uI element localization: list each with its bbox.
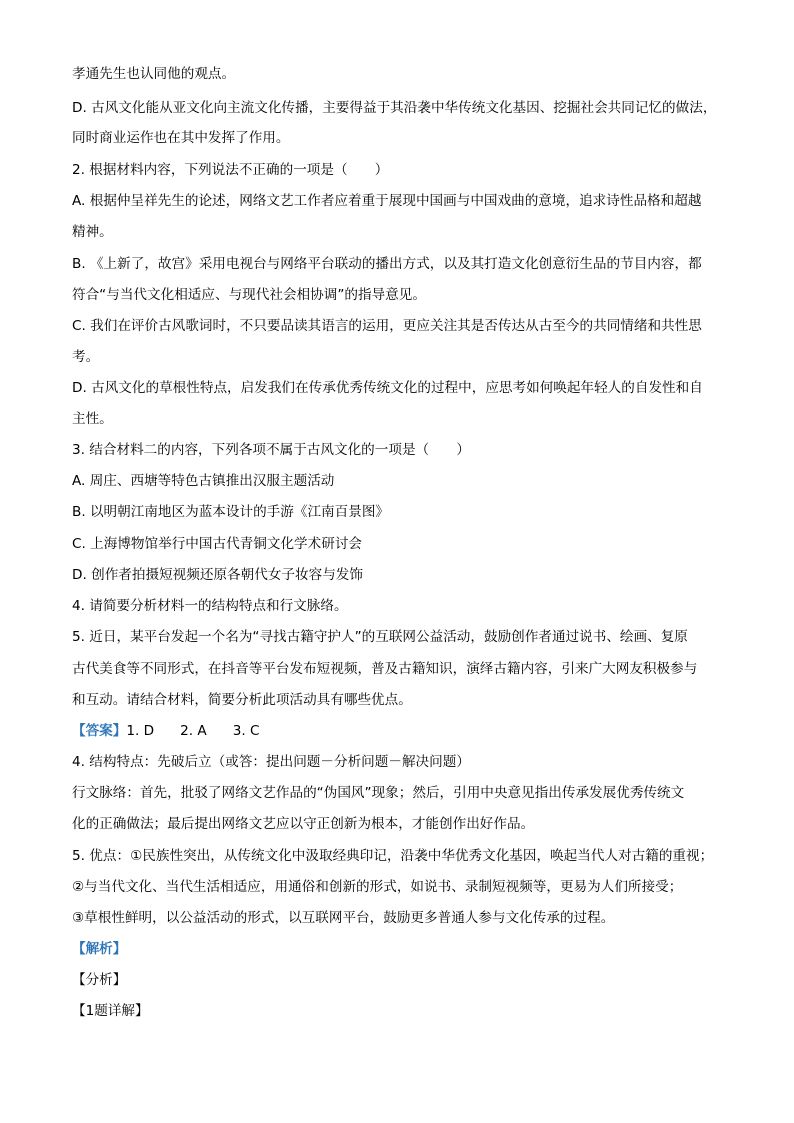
text-line: 古代美食等不同形式，在抖音等平台发布短视频，普及古籍知识，演绎古籍内容，引来广大网友积极参与 bbox=[72, 661, 698, 677]
analysis-tag: 【解析】 bbox=[72, 941, 127, 957]
answer-text: 4. 结构特点：先破后立（或答：提出问题－分析问题－解决问题） bbox=[72, 754, 470, 770]
text-line: 孝通先生也认同他的观点。 bbox=[72, 66, 236, 82]
question-4: 4. 请简要分析材料一的结构特点和行文脉络。 bbox=[72, 598, 348, 614]
answer-text: ②与当代文化、当代生活相适应，用通俗和创新的形式，如说书、录制短视频等，更易为人们所接受； bbox=[72, 879, 683, 895]
question-5: 5. 近日，某平台发起一个名为“寻找古籍守护人”的互联网公益活动，鼓励创作者通过说书、绘画、复原 bbox=[72, 629, 688, 645]
text-line: D. 古风文化的草根性特点，启发我们在传承优秀传统文化的过程中，应思考如何唤起年轻人的自发性和自 bbox=[72, 380, 703, 396]
text-line: A. 根据仲呈祥先生的论述，网络文艺工作者应着重于展现中国画与中国戏曲的意境，追求诗性品格和超越 bbox=[72, 193, 702, 209]
question-2: 2. 根据材料内容，下列说法不正确的一项是（ ） bbox=[72, 162, 389, 178]
answer-text: 化的正确做法；最后提出网络文艺应以守正创新为根本，才能创作出好作品。 bbox=[72, 816, 535, 832]
text-line: 同时商业运作也在其中发挥了作用。 bbox=[72, 130, 290, 146]
answer-text: 5. 优点：①民族性突出，从传统文化中汲取经典印记，沿袭中华优秀文化基因，唤起当代人对古籍的重视； bbox=[72, 848, 714, 864]
text-line: 主性。 bbox=[72, 411, 113, 427]
text-line: D. 古风文化能从亚文化向主流文化传播，主要得益于其沿袭中华传统文化基因、挖掘社会共同记忆的做法， bbox=[72, 100, 717, 116]
option-b: B. 以明朝江南地区为蓝本设计的手游《江南百景图》 bbox=[72, 504, 390, 520]
text-line: 和互动。请结合材料，简要分析此项活动具有哪些优点。 bbox=[72, 692, 412, 708]
text-line: 精神。 bbox=[72, 224, 113, 240]
answer-text: 行文脉络：首先，批驳了网络文艺作品的“伪国风”现象；然后，引用中央意见指出传承发展优秀传统文 bbox=[72, 785, 685, 801]
answer-line bbox=[72, 721, 260, 741]
answer-item: 2. A bbox=[180, 723, 207, 739]
option-a: A. 周庄、西塘等特色古镇推出汉服主题活动 bbox=[72, 473, 335, 489]
question-3: 3. 结合材料二的内容，下列各项不属于古风文化的一项是（ ） bbox=[72, 442, 470, 458]
text-line: B. 《上新了，故宫》采用电视台与网络平台联动的播出方式，以及其打造文化创意衍生品的节目内容，都 bbox=[72, 256, 702, 272]
answer-item: 3. C bbox=[232, 723, 260, 739]
option-d: D. 创作者拍摄短视频还原各朝代女子妆容与发饰 bbox=[72, 567, 363, 583]
answer-tag: 【答案】 bbox=[72, 723, 127, 739]
breakdown-tag: 【分析】 bbox=[72, 972, 127, 988]
answer-item: 1. D bbox=[126, 723, 155, 739]
text-line: 考。 bbox=[72, 349, 100, 365]
option-c: C. 上海博物馆举行中国古代青铜文化学术研讨会 bbox=[72, 536, 363, 552]
text-line: 符合“与当代文化相适应、与现代社会相协调”的指导意见。 bbox=[72, 287, 426, 303]
detail-tag: 【1题详解】 bbox=[72, 1003, 149, 1019]
answer-text: ③草根性鲜明，以公益活动的形式，以互联网平台，鼓励更多普通人参与文化传承的过程。 bbox=[72, 910, 615, 926]
text-line: C. 我们在评价古风歌词时，不只要品读其语言的运用，更应关注其是否传达从古至今的共同情绪和共性思 bbox=[72, 318, 702, 334]
